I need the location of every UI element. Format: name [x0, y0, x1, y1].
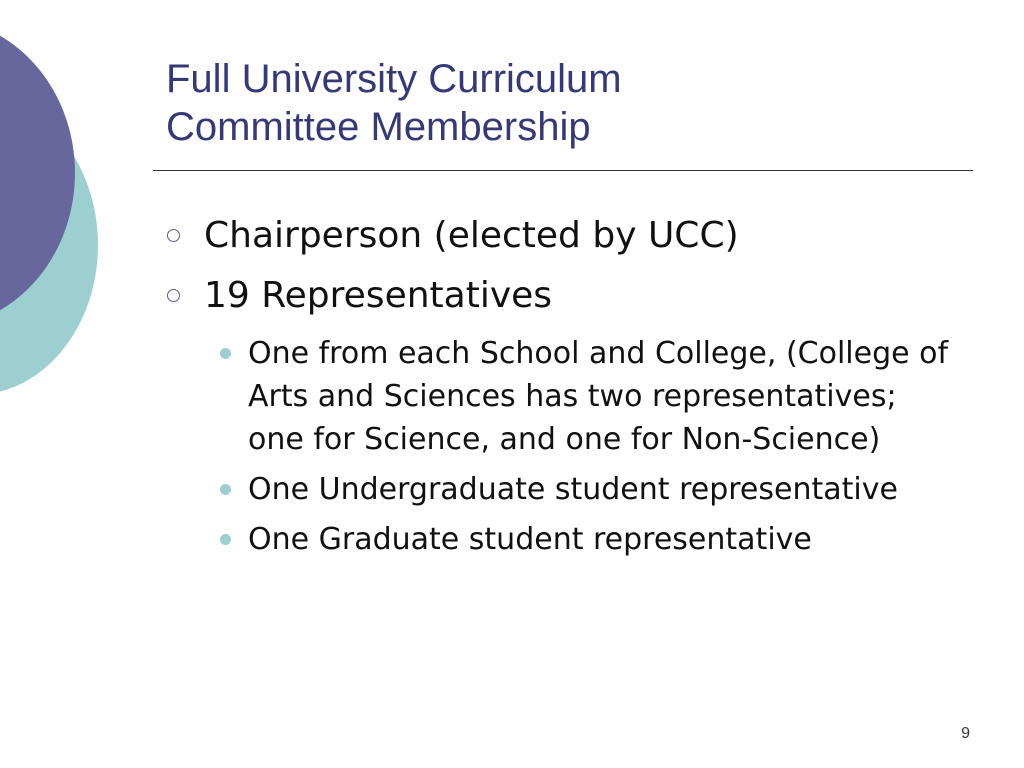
sub-bullet-undergraduate: [164, 468, 954, 511]
filled-dot-bullet-icon: [220, 348, 231, 359]
bullet-text: 19 Representatives: [204, 275, 553, 316]
filled-dot-bullet-icon: [220, 484, 231, 495]
page-number: 9: [961, 725, 970, 742]
bullet-text: Chairperson (elected by UCC): [204, 215, 739, 256]
slide-title-line-1: Full University Curriculum: [166, 57, 622, 101]
title-divider: [153, 170, 973, 171]
filled-dot-bullet-icon: [220, 534, 231, 545]
hollow-circle-bullet-icon: [167, 229, 180, 242]
bullet-chairperson: [164, 212, 954, 260]
sub-bullet-text: One from each School and College, (College of Arts and Sciences has two representatives; one for Science, and one for Non-Science): [248, 336, 949, 457]
slide-title-line-2: Committee Membership: [166, 105, 591, 149]
sub-bullet-graduate: [164, 518, 954, 561]
hollow-circle-bullet-icon: [167, 289, 180, 302]
sub-bullet-schools-colleges: [164, 332, 954, 461]
bullet-representatives: [164, 272, 954, 320]
slide-title: [166, 55, 966, 151]
sub-bullet-text: One Undergraduate student representative: [248, 472, 898, 507]
sub-bullet-text: One Graduate student representative: [248, 522, 812, 557]
slide-body: [164, 212, 954, 568]
